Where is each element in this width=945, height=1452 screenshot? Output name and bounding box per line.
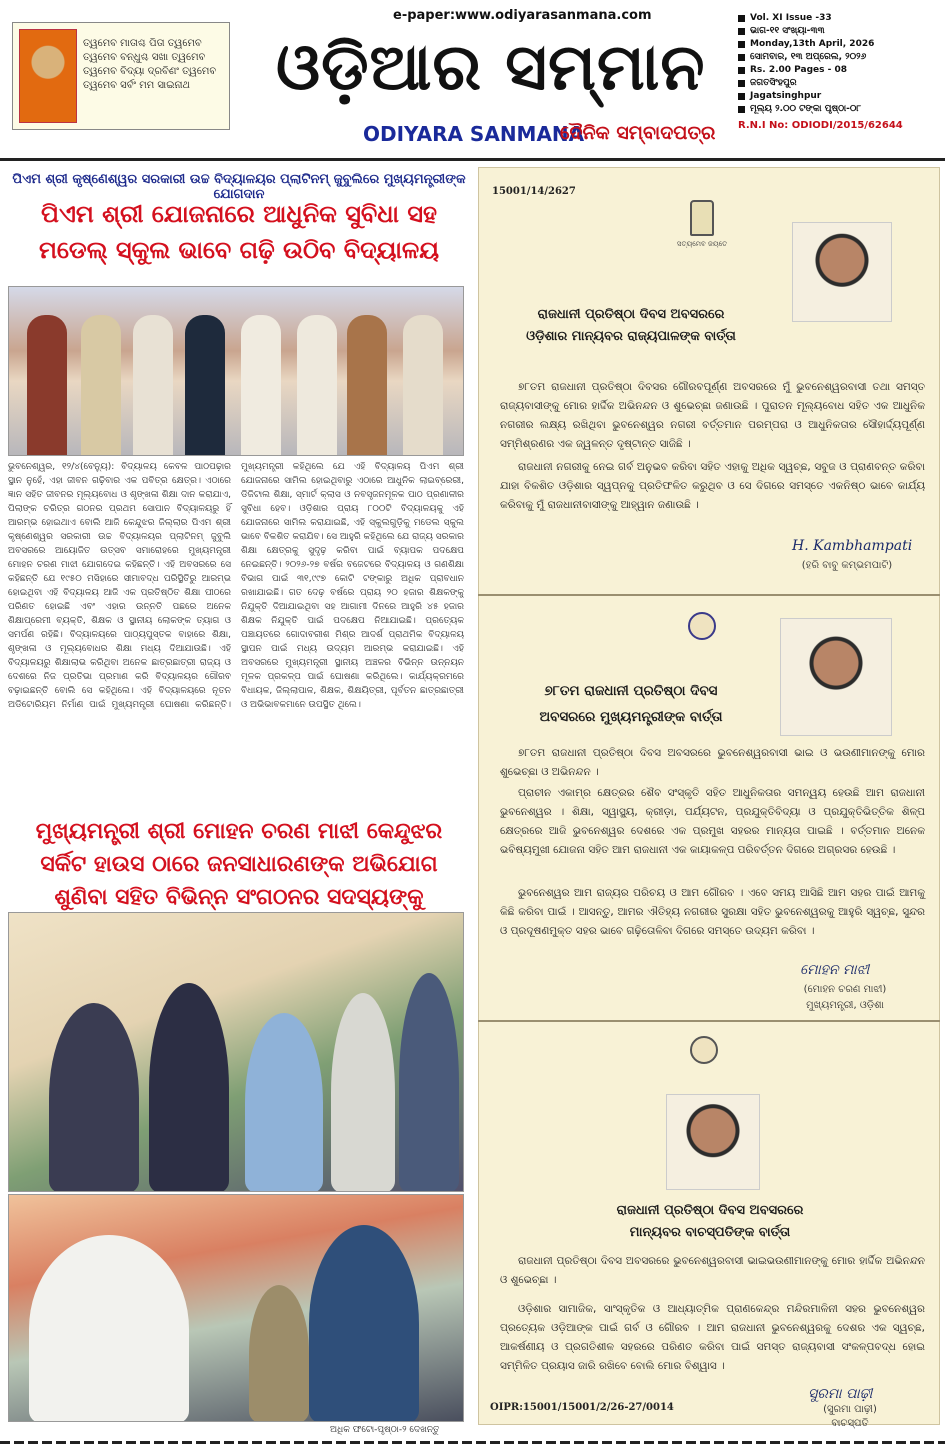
story2-headline-line: ସର୍କିଟ ହାଉସ ଠାରେ ଜନସାଧାରଣଙ୍କ ଅଭିଯୋଗ xyxy=(40,852,438,877)
msg2-paragraph-3: ଭୁବନେଶ୍ୱର ଆମ ରାଜ୍ୟର ପରିଚୟ ଓ ଆମ ଗୌରବ । ଏବେ ସମୟ ଆସିଛି ଆମ ସହର ପାଇଁ ଆମକୁ କିଛି କରିବା ପାଇଁ । ଆସନ୍ତୁ, ଆମର ଐତିହ୍ୟ ନଗରୀର ସୁରକ୍ଷା ସହିତ ଭୁବନେଶ୍ୱରକୁ ଆହୁରି ସ୍ୱଚ୍ଛ, ସୁନ୍ଦର ଓ ପ୍ରଦୂଷଣମୁକ୍ତ ସହର ଭାବେ ଗଢ଼ିତୋଳିବା ଦିଗରେ ସମସ୍ତେ ଉଦ୍ୟମ କରିବା । xyxy=(500,887,925,937)
story1-headline-line: ମଡେଲ୍ ସ୍କୁଲ ଭାବେ ଗଢ଼ି ଉଠିବ ବିଦ୍ୟାଳୟ xyxy=(38,236,440,264)
photo-figure xyxy=(249,1285,309,1422)
story2-photo-2[interactable] xyxy=(8,1194,464,1422)
photo-caption: ଅଧିକ ଫଟୋ-ପୃଷ୍ଠା-୨ ଦେଖନ୍ତୁ xyxy=(330,1425,440,1435)
epaper-url[interactable]: e-paper:www.odiyarasanmana.com xyxy=(393,8,652,23)
prayer-line: ତ୍ୱମେବ ସର୍ବଂ ମମ ସାଇନାଥ xyxy=(83,80,191,91)
photo-figure xyxy=(399,973,459,1192)
speaker-name: (ସୁରମା ପାଢ଼ୀ) xyxy=(823,1404,877,1415)
devotional-box xyxy=(12,22,230,130)
photo-figure xyxy=(241,315,281,455)
story1-headline[interactable] xyxy=(8,196,470,268)
newspaper-logo: ଓଡ଼ିଆର ସମ୍ମାନ xyxy=(276,30,706,105)
emblem-caption: ସତ୍ୟମେବ ଜୟତେ xyxy=(676,240,728,248)
chief-minister-signature: ମୋହନ ମାଝୀ xyxy=(800,962,870,978)
photo-figure xyxy=(403,315,443,455)
rni-number: R.N.I No: ODIODI/2015/62644 xyxy=(738,120,903,131)
msg3-title-line: ମାନ୍ୟବର ବାଚସ୍ପତିଙ୍କ ବାର୍ତ୍ତା xyxy=(629,1225,791,1240)
photo-figure xyxy=(331,993,395,1192)
msg3-title xyxy=(560,1200,860,1244)
photo-figure xyxy=(81,315,121,455)
prayer-line: ତ୍ୱମେବ ବନ୍ଧୁଶ୍ଚ ସଖା ତ୍ୱମେବ xyxy=(83,52,206,63)
story1-photo[interactable] xyxy=(8,286,464,456)
msg2-title-line: ଅବସରରେ ମୁଖ୍ୟମନ୍ତ୍ରୀଙ୍କ ବାର୍ତ୍ତା xyxy=(539,709,723,725)
photo-figure xyxy=(49,1003,139,1192)
price-pages: Rs. 2.00 Pages - 08 xyxy=(738,64,938,77)
place-odia: ଜଗତସିଂହପୁର xyxy=(738,77,938,90)
story2-photo-1[interactable] xyxy=(8,912,464,1192)
msg1-paragraph-1: ୭୮ତମ ରାଜଧାନୀ ପ୍ରତିଷ୍ଠା ଦିବସର ଗୌରବପୂର୍ଣ୍ଣ ଅବସରରେ ମୁଁ ଭୁବନେଶ୍ୱରବାସୀ ତଥା ସମସ୍ତ ରାଜ୍ୟବାସୀଙ୍କୁ ମୋର ହାର୍ଦ୍ଦିକ ଅଭିନନ୍ଦନ ଓ ଶୁଭେଚ୍ଛା ଜଣାଉଛି । ପୁରାତନ ମୂଲ୍ୟବୋଧ ସହିତ ଏକ ଆଧୁନିକ ନଗରୀର ଲକ୍ଷ୍ୟ ରଖିଥିବା ଭୁବନେଶ୍ୱର ନଗରୀ ବର୍ତ୍ତମାନ ପରମ୍ପରା ଓ ଆଧୁନିକତାର ସୌହାର୍ଦ୍ଦ୍ୟପୂର୍ଣ୍ଣ ସମ୍ମିଶ୍ରଣର ଏକ ଜ୍ୱଳନ୍ତ ଦୃଷ୍ଟାନ୍ତ ସାଜିଛି । xyxy=(500,381,925,450)
photo-figure xyxy=(347,315,387,455)
msg2-paragraph-2: ପ୍ରାଚୀନ ଏକାମ୍ର କ୍ଷେତ୍ରର ଶୈବ ସଂସ୍କୃତି ସହିତ ଆଧୁନିକତାର ସମନ୍ୱୟ ହେଉଛି ଆମ ରାଜଧାନୀ ଭୁବନେଶ୍ୱର । ଶିକ୍ଷା, ସ୍ୱାସ୍ଥ୍ୟ, କ୍ରୀଡ଼ା, ପର୍ଯ୍ୟଟନ, ପ୍ରଯୁକ୍ତିବିଦ୍ୟା ଓ ପ୍ରଯୁକ୍ତିଭିତ୍ତିକ ଶିଳ୍ପ କ୍ଷେତ୍ରରେ ଆଜି ଭୁବନେଶ୍ୱର ଦେଶରେ ଏକ ପ୍ରମୁଖ ସହରର ମାନ୍ୟତା ପାଇଛି । ବର୍ତ୍ତମାନ ଅନେକ ଭବିଷ୍ୟମୁଖୀ ଯୋଜନା ସହିତ ଆମ ରାଜଧାନୀ ଏକ କାୟାକଳ୍ପ ପରିବର୍ତ୍ତନ ଦିଗରେ ଅଗ୍ରସର ହେଉଛି । xyxy=(500,787,925,856)
message-divider xyxy=(478,594,940,596)
governor-signature: H. Kambhampati xyxy=(792,538,913,554)
photo-figure xyxy=(309,1225,419,1422)
chief-minister-portrait xyxy=(780,618,892,736)
advert-ref-number: 15001/14/2627 xyxy=(492,186,576,197)
photo-figure xyxy=(133,315,173,455)
newspaper-name-english: ODIYARA SANMANA xyxy=(363,122,585,146)
msg1-title xyxy=(486,304,776,348)
photo-figure xyxy=(27,315,67,455)
volume-issue-odia: ଭାଗ-୧୧ ସଂଖ୍ୟା-୩୩ xyxy=(738,25,938,38)
msg1-paragraph-2: ରାଜଧାନୀ ନଗରୀକୁ ନେଇ ଗର୍ବ ଅନୁଭବ କରିବା ସହିତ ଏହାକୁ ଅଧିକ ସ୍ୱଚ୍ଛ, ସବୁଜ ଓ ପ୍ରାଣବନ୍ତ କରିବା ଯାହା ବିକଶିତ ଓଡ଼ିଶାର ସ୍ୱପ୍ନକୁ ପ୍ରତିଫଳିତ କରୁଥିବ ଓ ସେ ଦିଗରେ ସମସ୍ତେ ଏକନିଷ୍ଠ ଭାବେ କାର୍ଯ୍ୟ କରିବାକୁ ମୁଁ ରାଜଧାନୀବାସୀଙ୍କୁ ଆହ୍ୱାନ ଜଣାଉଛି । xyxy=(500,461,925,511)
story2-headline-line: ଶୁଣିବା ସହିତ ବିଭିନ୍ନ ସଂଗଠନର ସଦସ୍ୟଙ୍କୁ xyxy=(54,885,424,910)
photo-figure xyxy=(149,983,229,1192)
masthead-rule xyxy=(0,158,945,161)
volume-issue: Vol. XI Issue -33 xyxy=(738,12,938,25)
ashoka-emblem-icon xyxy=(690,200,714,236)
photo-figure xyxy=(297,315,337,455)
speaker-portrait xyxy=(666,1094,760,1190)
governor-name: (ହରି ବାବୁ କମ୍ଭମପାଟି) xyxy=(801,560,893,571)
msg1-title-line: ରାଜଧାନୀ ପ୍ରତିଷ୍ଠା ଦିବସ ଅବସରରେ xyxy=(537,307,725,322)
msg2-paragraph-1: ୭୮ତମ ରାଜଧାନୀ ପ୍ରତିଷ୍ଠା ଦିବସ ଅବସରରେ ଭୁବନେଶ୍ୱରବାସୀ ଭାଇ ଓ ଭଉଣୀମାନଙ୍କୁ ମୋର ଶୁଭେଚ୍ଛା ଓ ଅଭିନନ୍ଦନ । xyxy=(500,747,925,778)
photo-figure xyxy=(29,1235,189,1422)
photo-figure xyxy=(185,315,225,455)
sai-baba-image xyxy=(19,29,77,123)
prayer-text xyxy=(83,37,228,93)
date-odia: ସୋମବାର, ୧୩ ଅପ୍ରେଲ, ୨୦୨୬ xyxy=(738,51,938,64)
msg2-title xyxy=(486,678,776,730)
msg3-title-line: ରାଜଧାନୀ ପ୍ରତିଷ୍ଠା ଦିବସ ଅବସରରେ xyxy=(616,1203,804,1218)
price-odia: ମୂଲ୍ୟ ୨.୦୦ ଟଙ୍କା ପୃଷ୍ଠା-୦୮ xyxy=(738,103,938,116)
place-english: Jagatsinghpur xyxy=(738,90,938,103)
message-divider xyxy=(478,1020,940,1022)
chief-minister-role: ମୁଖ୍ୟମନ୍ତ୍ରୀ, ଓଡ଼ିଶା xyxy=(806,1000,884,1011)
story1-kicker: ପିଏମ ଶ୍ରୀ କୃଷ୍ଣେଶ୍ୱର ସରକାରୀ ଉଚ୍ଚ ବିଦ୍ୟାଳୟର ପ୍ଲାଟିନମ୍ ଜୁବୁଲିରେ ମୁଖ୍ୟମନ୍ତ୍ରୀଙ୍କ ଯୋଗଦାନ xyxy=(12,172,466,202)
page-footer-rule xyxy=(0,1441,945,1444)
prayer-line: ତ୍ୱମେବ ବିଦ୍ୟା ଦ୍ରବିଣଂ ତ୍ୱମେବ xyxy=(83,66,217,77)
governor-portrait xyxy=(792,222,892,322)
odisha-emblem-icon xyxy=(688,612,716,640)
speaker-role: ବାଚସ୍ପତି xyxy=(831,1418,869,1429)
story2-headline-line: ମୁଖ୍ୟମନ୍ତ୍ରୀ ଶ୍ରୀ ମୋହନ ଚରଣ ମାଝୀ କେନ୍ଦୁଝର xyxy=(35,819,443,844)
assembly-emblem-icon xyxy=(690,1036,718,1064)
story1-headline-line: ପିଏମ ଶ୍ରୀ ଯୋଜନାରେ ଆଧୁନିକ ସୁବିଧା ସହ xyxy=(41,200,437,228)
prayer-line: ତ୍ୱମେବ ମାତାଶ୍ଚ ପିତା ତ୍ୱମେବ xyxy=(83,38,202,49)
msg3-paragraph-1: ରାଜଧାନୀ ପ୍ରତିଷ୍ଠା ଦିବସ ଅବସରରେ ଭୁବନେଶ୍ୱରବାସୀ ଭାଇଭଉଣୀମାନଙ୍କୁ ମୋର ହାର୍ଦ୍ଦିକ ଅଭିନନ୍ଦନ ଓ ଶୁଭେଚ୍ଛା । xyxy=(500,1255,925,1286)
photo-figure xyxy=(245,1013,323,1192)
msg3-paragraph-2: ଓଡ଼ିଶାର ସାମାଜିକ, ସାଂସ୍କୃତିକ ଓ ଆଧ୍ୟାତ୍ମିକ ପ୍ରାଣକେନ୍ଦ୍ର ମନ୍ଦିରମାଳିନୀ ସହର ଭୁବନେଶ୍ୱର ପ୍ରତ୍ୟେକ ଓଡ଼ିଆଙ୍କ ପାଇଁ ଗର୍ବ ଓ ଗୌରବ । ଆମ ରାଜଧାନୀ ଭୁବନେଶ୍ୱରକୁ ଦେଶର ଏକ ସ୍ୱଚ୍ଛ, ଆକର୍ଷଣୀୟ ଓ ପ୍ରଗତିଶୀଳ ସହରରେ ପରିଣତ କରିବା ପାଇଁ ସମସ୍ତ ରାଜ୍ୟବାସୀ ସଂକଳ୍ପବଦ୍ଧ ହୋଇ ସମ୍ମିଳିତ ପ୍ରୟାସ ଜାରି ରଖିବେ ବୋଲି ମୋର ବିଶ୍ୱାସ । xyxy=(500,1303,925,1372)
story1-body: ଭୁବନେଶ୍ୱର, ୧୨/୪(ବେନ୍ୟୁ): ବିଦ୍ୟାଳୟ କେବଳ ପାଠପଢ଼ାର ସ୍ଥାନ ନୁହେଁ, ଏହା ଜୀବନ ଗଢ଼ିବାର ଏକ ପବିତ୍ର କ୍ଷେତ୍ର। ଏଠାରେ ଜ୍ଞାନ ସହିତ ଜୀବନର ମୂଲ୍ୟବୋଧ ଓ ଶୃଙ୍ଖଳା ଶିକ୍ଷା ଦାନ କରାଯାଏ, ପିଲାଙ୍କ ଚରିତ୍ର ଗଠନର ପ୍ରଥମ ସୋପାନ ବିଦ୍ୟାଳୟରୁ ହିଁ ଆରମ୍ଭ ହୋଇଥାଏ ବୋଲି ଆଜି କେନ୍ଦୁଝର ଜିଲ୍ଲାର ପିଏମ ଶ୍ରୀ କୃଷ୍ଣେଶ୍ୱର ସରକାରୀ ଉଚ୍ଚ ବିଦ୍ୟାଳୟର ପ୍ଲାଟିନମ୍ ଜୁବୁଲି ଅବସରରେ ଆୟୋଜିତ ଉତ୍ସବ ସମାରୋହରେ ମୁଖ୍ୟମନ୍ତ୍ରୀ ମୋହନ ଚରଣ ମାଝୀ ଯୋଗଦେଇ କହିଛନ୍ତି। ଏହି ଅବସରରେ ସେ କହିଛନ୍ତି ଯେ ୧୯୫୦ ମସିହାରେ ସୀମାବଦ୍ଧ ପରିସ୍ଥିତିରୁ ଆରମ୍ଭ ହୋଇଥିବା ଏହି ବିଦ୍ୟାଳୟ ଆଜି ଏକ ପ୍ରତିଷ୍ଠିତ ଶିକ୍ଷା ପୀଠରେ ପରିଣତ ହୋଇଛି ଏବଂ ଏହାର ଉନ୍ନତି ପଛରେ ଅନେକ ଶିକ୍ଷାପ୍ରେମୀ ବ୍ୟକ୍ତି, ଶିକ୍ଷକ ଓ ସ୍ଥାନୀୟ ଲୋକଙ୍କ ତ୍ୟାଗ ଓ ସମର୍ପଣ ରହିଛି। ବିଦ୍ୟାଳୟରେ ପାଠ୍ୟପୁସ୍ତକ ବାହାରେ ଶିକ୍ଷା, ଶୃଙ୍ଖଳା ଓ ମୂଲ୍ୟବୋଧର ଶିକ୍ଷା ମଧ୍ୟ ଦିଆଯାଉଛି। ଏହି ବିଦ୍ୟାଳୟରୁ ଶିକ୍ଷାଲାଭ କରିଥିବା ଅନେକ ଛାତ୍ରଛାତ୍ରୀ ରାଜ୍ୟ ଓ ଦେଶରେ ନିଜ ପ୍ରତିଭା ପ୍ରମାଣ କରି ବିଦ୍ୟାଳୟର ଗୌରବ ବଢ଼ାଇଛନ୍ତି ବୋଲି ସେ କହିଥିଲେ। ଏହି ବିଦ୍ୟାଳୟରେ ନୂତନ ଅଡିଟୋରିୟମ ନିର୍ମାଣ ପାଇଁ ମୁଖ୍ୟମନ୍ତ୍ରୀ ଘୋଷଣା କରିଛନ୍ତି। ମୁଖ୍ୟମନ୍ତ୍ରୀ କହିଥିଲେ ଯେ ଏହି ବିଦ୍ୟାଳୟ ପିଏମ ଶ୍ରୀ ଯୋଜନାରେ ସାମିଲ ହୋଇଥିବାରୁ ଏଠାରେ ଆଧୁନିକ ଲାଇବ୍ରେରୀ, ଡିଜିଟାଲ ଶିକ୍ଷା, ସ୍ମାର୍ଟ କ୍ଲାସ ଓ ନବସୃଜନମୂଳକ ପାଠ ପ୍ରଣାଳୀର ସୁବିଧା ହେବ। ଓଡ଼ିଶାର ପ୍ରାୟ ୮୦୦ଟି ବିଦ୍ୟାଳୟକୁ ଏହି ଯୋଜନାରେ ସାମିଲ କରାଯାଇଛି, ଏହି ସ୍କୁଲଗୁଡ଼ିକୁ ମଡେଲ ସ୍କୁଲ ଭାବେ ବିକଶିତ କରାଯିବ। ସେ ଆହୁରି କହିଥିଲେ ଯେ ରାଜ୍ୟ ସରକାର ଶିକ୍ଷା କ୍ଷେତ୍ରକୁ ସୁଦୃଢ଼ କରିବା ପାଇଁ ବ୍ୟାପକ ପଦକ୍ଷେପ ନେଇଛନ୍ତି। ୨୦୨୬-୨୭ ବର୍ଷର ବଜେଟରେ ବିଦ୍ୟାଳୟ ଓ ଗଣଶିକ୍ଷା ବିଭାଗ ପାଇଁ ୩୧,୯୯୭ କୋଟି ଟଙ୍କାରୁ ଅଧିକ ପ୍ରାବଧାନ ରଖାଯାଇଛି। ଗତ ଦେଢ଼ ବର୍ଷରେ ପ୍ରାୟ ୨୦ ହଜାର ଶିକ୍ଷକଙ୍କୁ ନିଯୁକ୍ତି ଦିଆଯାଇଥିବା ସହ ଆଗାମୀ ଦିନରେ ଆହୁରି ୪୫ ହଜାର ଶିକ୍ଷକ ନିଯୁକ୍ତି ପାଇଁ ପଦକ୍ଷେପ ନିଆଯାଇଛି। ପ୍ରତ୍ୟେକ ପଞ୍ଚାୟତରେ ଗୋଦାବରୀଶ ମିଶ୍ର ଆଦର୍ଶ ପ୍ରାଥମିକ ବିଦ୍ୟାଳୟ ସ୍ଥାପନ ପାଇଁ ମଧ୍ୟ ଉଦ୍ୟମ ଆରମ୍ଭ କରାଯାଇଛି। ଏହି ଅବସରରେ ମୁଖ୍ୟମନ୍ତ୍ରୀ ସ୍ଥାନୀୟ ଅଞ୍ଚଳର ବିଭିନ୍ନ ଉନ୍ନୟନ ମୂଳକ ପ୍ରକଳ୍ପ ପାଇଁ ଘୋଷଣା କରିଥିଲେ। କାର୍ଯ୍ୟକ୍ରମରେ ବିଧାୟକ, ଜିଲ୍ଲାପାଳ, ଶିକ୍ଷକ, ଶିକ୍ଷୟିତ୍ରୀ, ପୂର୍ବତନ ଛାତ୍ରଛାତ୍ରୀ ଓ ଅଭିଭାବକମାନେ ଉପସ୍ଥିତ ଥିଲେ। xyxy=(8,462,464,710)
msg2-title-line: ୭୮ତମ ରାଜଧାନୀ ପ୍ରତିଷ୍ଠା ଦିବସ xyxy=(544,683,718,699)
oipr-number: OIPR:15001/15001/2/26-27/0014 xyxy=(490,1402,674,1413)
chief-minister-name: (ମୋହନ ଚରଣ ମାଝୀ) xyxy=(803,984,887,995)
speaker-signature: ସୁରମା ପାଢ଼ୀ xyxy=(808,1386,873,1402)
msg1-title-line: ଓଡ଼ିଶାର ମାନ୍ୟବର ରାଜ୍ୟପାଳଙ୍କ ବାର୍ତ୍ତା xyxy=(526,329,736,344)
issue-meta xyxy=(738,12,938,132)
date-english: Monday,13th April, 2026 xyxy=(738,38,938,51)
newspaper-subtitle: ଦୈନିକ ସମ୍ବାଦପତ୍ର xyxy=(560,122,716,144)
